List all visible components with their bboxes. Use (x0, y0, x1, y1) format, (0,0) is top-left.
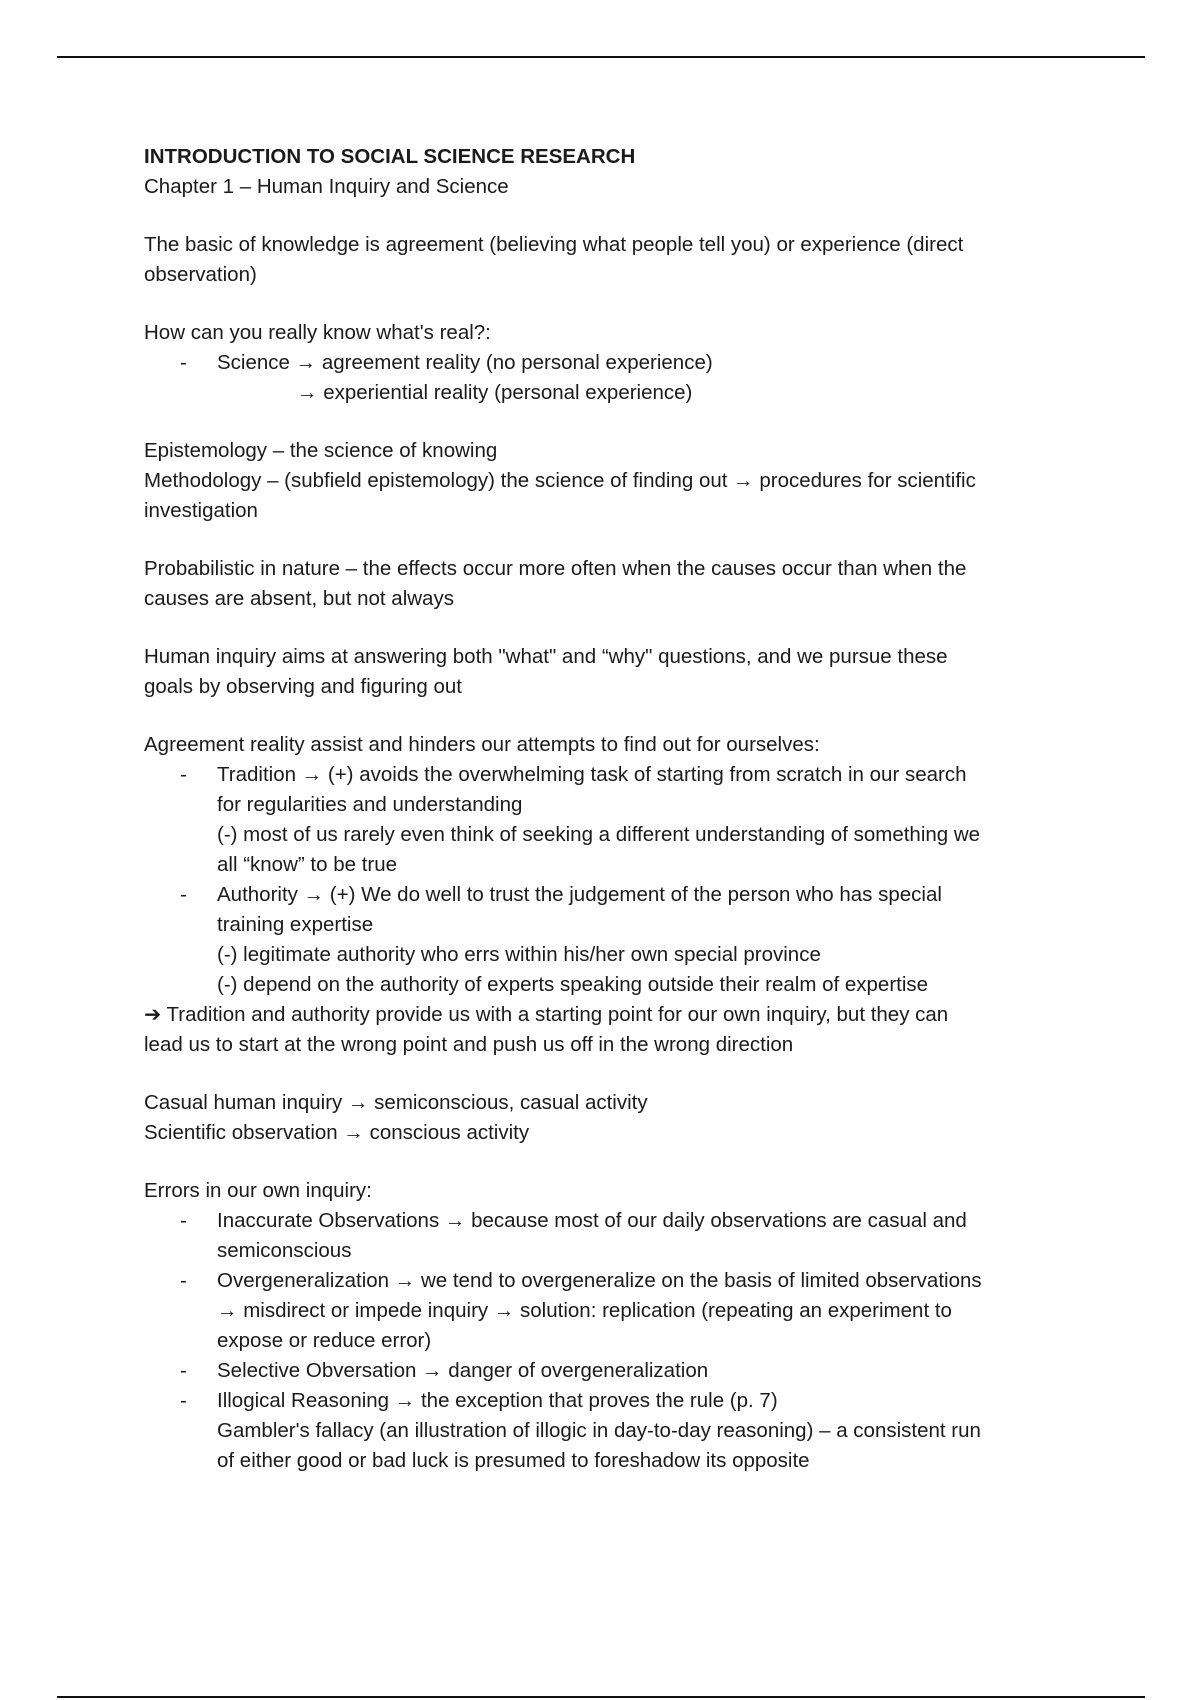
list-item-continuation: (-) legitimate authority who errs within his/her own special province (217, 943, 821, 966)
footer-rule (57, 1696, 1145, 1698)
list-item-continuation: (-) depend on the authority of experts speaking outside their realm of expertise (217, 973, 929, 996)
document-body (144, 142, 1074, 1476)
header-rule (57, 56, 1145, 58)
conclusion-line: ➔ Tradition and authority provide us with a starting point for our own inquiry, but they can (144, 1003, 949, 1026)
paragraph-line: Human inquiry aims at answering both "what" and “why" questions, and we pursue these (144, 645, 948, 668)
list-item-continuation: Gambler's fallacy (an illustration of illogic in day-to-day reasoning) – a consistent run (217, 1419, 981, 1442)
list-item-continuation: → misdirect or impede inquiry → solution: replication (repeating an experiment to (217, 1299, 952, 1322)
list-item (144, 1206, 1074, 1236)
paragraph-line: Errors in our own inquiry: (144, 1179, 372, 1202)
list-bullet: - (180, 1359, 187, 1382)
list-bullet: - (180, 1209, 187, 1232)
list-bullet: - (180, 1269, 187, 1292)
list-bullet: - (180, 1389, 187, 1412)
chapter-heading: Chapter 1 – Human Inquiry and Science (144, 175, 509, 198)
list-item-continuation: of either good or bad luck is presumed to foreshadow its opposite (217, 1449, 810, 1472)
paragraph-line: Agreement reality assist and hinders our attempts to find out for ourselves: (144, 733, 820, 756)
paragraph-line: Probabilistic in nature – the effects occur more often when the causes occur than when the (144, 557, 967, 580)
paragraph-line: Casual human inquiry → semiconscious, casual activity (144, 1091, 648, 1114)
list-item-text: Science → agreement reality (no personal experience) (217, 351, 713, 374)
list-item-text: Overgeneralization → we tend to overgeneralize on the basis of limited observations (217, 1269, 982, 1292)
document-title: INTRODUCTION TO SOCIAL SCIENCE RESEARCH (144, 145, 636, 168)
paragraph-line: Epistemology – the science of knowing (144, 439, 498, 462)
list-item-continuation: for regularities and understanding (217, 793, 523, 816)
list-item (144, 760, 1074, 790)
list-item-continuation: (-) most of us rarely even think of seeking a different understanding of something we (217, 823, 981, 846)
paragraph-line: Scientific observation → conscious activity (144, 1121, 530, 1144)
list-item (144, 1356, 1074, 1386)
list-item-continuation: training expertise (217, 913, 374, 936)
list-item-continuation: expose or reduce error) (217, 1329, 432, 1352)
paragraph-line: observation) (144, 263, 257, 286)
list-item-continuation: semiconscious (217, 1239, 352, 1262)
list-item (144, 348, 1074, 378)
list-item-text: Illogical Reasoning → the exception that proves the rule (p. 7) (217, 1389, 778, 1412)
list-item-text: Tradition → (+) avoids the overwhelming task of starting from scratch in our search (217, 763, 967, 786)
conclusion-line: lead us to start at the wrong point and push us off in the wrong direction (144, 1033, 794, 1056)
list-item (144, 1266, 1074, 1296)
paragraph-line: The basic of knowledge is agreement (believing what people tell you) or experience (direct (144, 233, 964, 256)
paragraph-line: investigation (144, 499, 258, 522)
list-bullet: - (180, 883, 187, 906)
list-bullet: - (180, 351, 187, 374)
list-item (144, 880, 1074, 910)
paragraph-line: goals by observing and figuring out (144, 675, 462, 698)
list-item-continuation: → experiential reality (personal experience) (297, 381, 693, 404)
list-item-text: Selective Obversation → danger of overgeneralization (217, 1359, 709, 1382)
list-bullet: - (180, 763, 187, 786)
list-item-text: Inaccurate Observations → because most of our daily observations are casual and (217, 1209, 967, 1232)
paragraph-line: causes are absent, but not always (144, 587, 454, 610)
list-item-text: Authority → (+) We do well to trust the judgement of the person who has special (217, 883, 942, 906)
paragraph-line: How can you really know what's real?: (144, 321, 491, 344)
list-item-continuation: all “know” to be true (217, 853, 398, 876)
list-item (144, 1386, 1074, 1416)
paragraph-line: Methodology – (subfield epistemology) the science of finding out → procedures for scientific (144, 469, 976, 492)
